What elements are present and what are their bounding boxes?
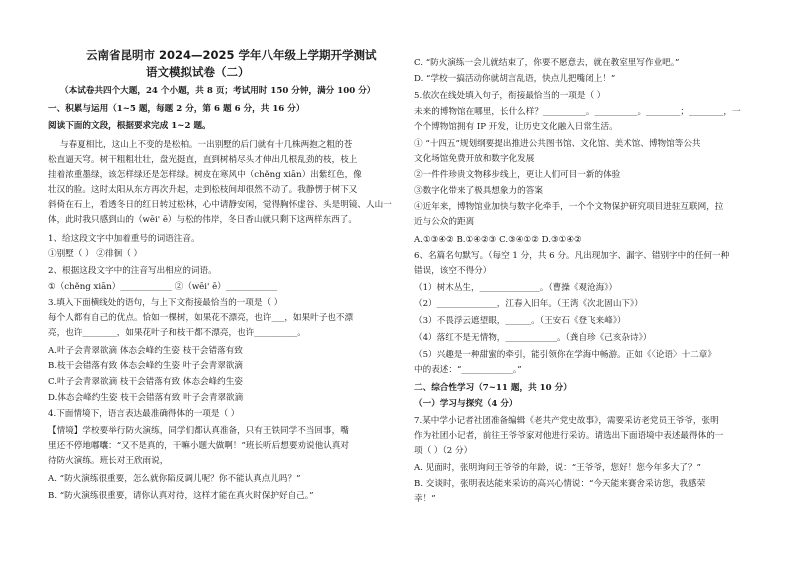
- left-line-1: （本试卷共四个大题，24 个小题，共 8 页；考试用时 150 分钟，满分 100 分）: [60, 86, 376, 96]
- right-line-25: 项（ ）（2 分）: [414, 446, 473, 456]
- right-line-5: 个个博物馆拥有 IP 开发，让历史文化融入日常生活。: [414, 122, 618, 132]
- left-line-14: 3.填入下面横线处的语句，与上下文衔接最恰当的一项是（ ）: [48, 298, 283, 308]
- right-line-28: 幸！”: [414, 494, 436, 504]
- left-line-18: B.枝干会错落有致 体态会峰约生姿 叶子会青翠欲滴: [48, 361, 243, 371]
- left-line-6: 挂着浓重墨绿，该怎样绿还是怎样绿。树皮在寒风中（chěng xiān）出紫红色，像: [48, 170, 362, 180]
- right-line-24: 作为社团小记者，前往王爷爷家对他进行采访。请选出下面语境中表述最得体的一: [414, 431, 724, 441]
- left-line-23: 里还不停地嘟囔：“又不是真的，干嘛小题大做啊！”班长听后想要劝说他认真对: [48, 441, 349, 451]
- right-line-20: 中的表述：“____________。”: [414, 365, 522, 375]
- right-line-12: A.①③④② B.①④②③ C.③④①② D.③①④②: [414, 235, 582, 245]
- left-line-11: ①别墅（ ） ②徘徊（ ）: [48, 249, 143, 259]
- right-line-22: （一）学习与探究（4 分）: [414, 399, 518, 409]
- left-line-19: C.叶子会青翠欲滴 枝干会错落有致 体态会峰约生姿: [48, 377, 243, 387]
- left-line-7: 壮汉的脸。这时太阳从东方再次升起，走到松枝间却很然不动了。我静愣于树下又: [48, 185, 358, 195]
- left-line-17: A.叶子会青翠欲滴 体态会峰约生姿 枝干会错落有致: [48, 346, 243, 356]
- right-line-16: （2）______________，江春入旧年。（王湾《次北固山下》）: [414, 299, 643, 309]
- right-line-21: 二、综合性学习（7~11 题，共 10 分）: [414, 383, 572, 393]
- right-line-6: ① “十四五”规划纲要提出推进公共图书馆、文化馆、美术馆、博物馆等公共: [414, 139, 701, 149]
- right-line-15: （1）树木丛生，______________。（曹操《观沧海》）: [414, 283, 618, 293]
- right-line-2: D. “学校一搞活动你就胡言乱语，快点儿把嘴闭上！”: [414, 74, 616, 84]
- right-line-26: A. 见面时，张明询问王爷爷的年龄，说：“王爷爷，您好！您今年多大了？”: [414, 463, 701, 473]
- left-line-2: 一、积累与运用（1~5 题，每题 2 分，第 6 题 6 分，共 16 分）: [48, 104, 305, 114]
- left-line-9: 体，此时我只感到山的（wēi' ē）与松的伟岸，冬日香山就只剩下这两样东西了。: [48, 215, 357, 225]
- left-line-20: D.体态会峰约生姿 枝干会错落有致 叶子会青翠欲滴: [48, 393, 244, 403]
- left-line-3: 阅读下面的文段，根据要求完成 1~2 题。: [48, 121, 211, 131]
- left-line-26: B. “防火演练很重要，请你认真对待，这样才能在真火时保护好自己。”: [48, 491, 314, 501]
- left-line-4: 与春夏相比，这山上不变的是松柏。一出别墅的后门就有十几株两抱之粗的苍: [60, 140, 353, 150]
- right-line-17: （3）不畏浮云遮望眼，______。（王安石《登飞来峰》）: [414, 316, 626, 326]
- exam-title: 云南省昆明市 2024—2025 学年八年级上学期开学测试: [86, 48, 377, 62]
- right-line-4: 未来的博物馆在哪里，长什么样？__________。__________。________；________，一: [414, 107, 741, 117]
- left-line-8: 斜倚在石上，看透冬日的红日转过松林，心中请静安闲，觉得胸怀虚谷、头是明镜、人山一: [48, 200, 392, 210]
- left-line-22: 【情境】学校要举行防火演练，同学们都认真准备，只有王铁同学不当回事，嘴: [48, 426, 349, 436]
- right-line-3: 5.依次在线处填入句子，衔接最恰当的一项是（ ）: [414, 91, 606, 101]
- right-line-18: （4）落红不是无情物，____________。（龚自珍《己亥杂诗》）: [414, 333, 652, 343]
- left-line-12: 2、根据这段文字中的注音写出相应的词语。: [48, 266, 217, 276]
- right-line-13: 6、名篇名句默写。（每空 1 分，共 6 分。凡出现加字、漏字、错别字中的任何一种: [414, 251, 730, 261]
- left-line-15: 每个人都有自己的优点。恰如一棵树，如果花不漂亮，也许___，如果叶子也不漂: [48, 313, 354, 323]
- left-line-25: A. “防火演练很重要，怎么就你陷反调儿呢？你不能认真点儿吗？”: [48, 474, 301, 484]
- right-line-8: ②一件件珍贵文物移步线上，更让人们可目一新的体验: [414, 170, 621, 180]
- left-line-13: ①（chěng xiān）____________ ②（wēi' ē）____________: [48, 282, 278, 292]
- left-line-5: 松直逼天穹。树干粗粗壮壮，盘光挺直，直到树梢尽头才伸出几根乱劲的枝，枝上: [48, 155, 358, 165]
- left-line-10: 1、给这段文字中加着重号的词语注音。: [48, 234, 200, 244]
- right-line-1: C. “防火演练一会儿就结束了，你要不愿意去，就在教室里写作业吧。”: [414, 58, 680, 68]
- left-line-21: 4.下面情境下，语言表达最准确得体的一项是（ ）: [48, 409, 240, 419]
- right-line-14: 错误，该空不得分）: [414, 266, 492, 276]
- exam-subtitle: 语文模拟试卷（二）: [146, 65, 250, 79]
- right-line-7: 文化场馆免费开放和数字化发展: [414, 154, 535, 164]
- right-line-27: B. 交谈时，张明表达能来采访的高兴心情说：“今天能来赛舍采访您，我感荣: [414, 479, 706, 489]
- right-line-10: ④近年来，博物馆业加快与数字化牵手，一个个文物保护研究项目进驻互联网，拉: [414, 202, 724, 212]
- right-line-23: 7.某中学小记者社团准备编辑《老共产党史故事》，需要采访老党员王爷爷，张明: [414, 416, 719, 426]
- right-line-11: 近与公众的距离: [414, 217, 475, 227]
- left-line-24: 待防火演练。班长对王欣雨说，: [48, 456, 169, 466]
- right-line-9: ③数字化带来了极具想象力的答案: [414, 186, 543, 196]
- right-line-19: （5）兴趣是一种甜蜜的牵引，能引领你在学海中畅游。正如《〈论语〉十二章》: [414, 350, 716, 360]
- left-line-16: 亮，也许________，如果花叶子和枝干都不漂亮，也许__________。: [48, 328, 306, 338]
